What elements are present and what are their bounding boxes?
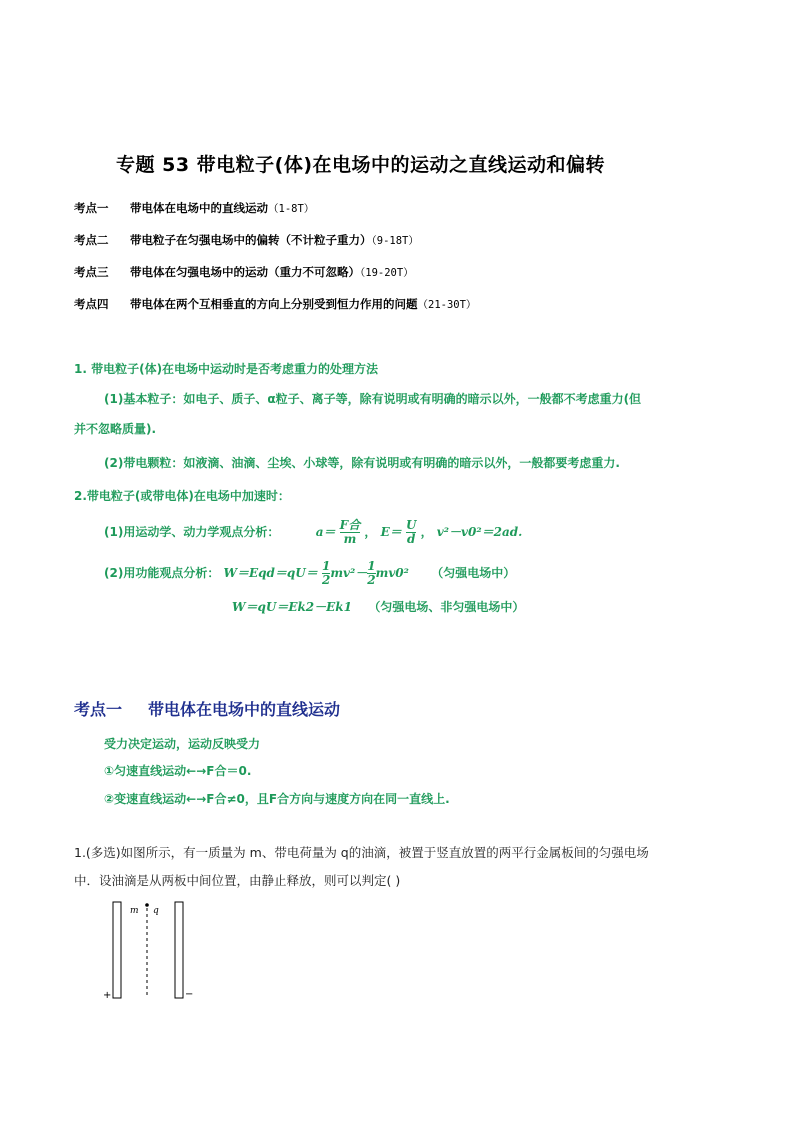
toc-item-3: [74, 264, 414, 280]
question-line-2: 中．设油滴是从两板中间位置，由静止释放，则可以判定( ): [74, 873, 401, 888]
capacitor-figure: [96, 896, 206, 1006]
toc-text: 带电体在匀强电场中的运动（重力不可忽略）: [130, 265, 360, 279]
toc-text: 带电粒子在匀强电场中的偏转（不计粒子重力）: [130, 233, 372, 247]
toc-range: （19-20T）: [360, 267, 414, 279]
section-line-1: 受力决定运动，运动反映受力: [104, 737, 261, 751]
summary-heading-1: 1. 带电粒子(体)在电场中运动时是否考虑重力的处理方法: [74, 362, 379, 376]
kinematics-label: (1)用运动学、动力学观点分析：: [104, 525, 280, 539]
toc-range: （9-18T）: [371, 235, 419, 247]
separator: ，: [364, 525, 377, 539]
fraction-numerator: 1: [321, 559, 331, 573]
toc-range: （1-8T）: [268, 203, 315, 215]
section-heading: [74, 697, 340, 720]
fraction-denominator: 2: [367, 573, 376, 587]
formula-e: E＝: [380, 525, 402, 539]
toc-item-2: [74, 232, 419, 248]
fraction-denominator: 2: [321, 573, 331, 587]
page-title: 专题 53 带电粒子(体)在电场中的运动之直线运动和偏转: [116, 154, 606, 176]
section-line-2: ①匀速直线运动←→F合＝0.: [104, 764, 252, 778]
toc-range: （21-30T）: [417, 299, 477, 311]
kinematics-line: [104, 519, 522, 546]
fraction-numerator: U: [405, 518, 417, 532]
energy-line-2: [232, 598, 524, 615]
formula-kinematic: v²－v0²＝2ad.: [436, 525, 523, 539]
section-title: 带电体在电场中的直线运动: [148, 700, 341, 719]
section-tag: 考点一: [74, 700, 123, 719]
charge-label: q: [153, 906, 159, 916]
energy-line: [104, 560, 515, 587]
toc-item-4: [74, 296, 476, 312]
toc-tag: 考点三: [74, 265, 109, 279]
energy-label: (2)用功能观点分析：: [104, 566, 220, 580]
oil-drop-dot: [145, 903, 149, 907]
energy-note-2: （匀强电场、非匀强电场中）: [368, 600, 525, 614]
fraction-numerator: F合: [339, 518, 361, 532]
mass-label: m: [130, 906, 139, 916]
plus-sign: +: [103, 990, 112, 1001]
minus-sign: −: [185, 989, 194, 1000]
fraction-u-over-d: [406, 519, 416, 546]
separator: ，: [420, 525, 433, 539]
fraction-denominator: d: [406, 532, 416, 546]
right-plate: [175, 902, 183, 998]
toc-item-1: [74, 200, 314, 216]
summary-paragraph-1b: 并不忽略质量).: [74, 422, 157, 436]
question-line-1: 1.(多选)如图所示，有一质量为 m、带电荷量为 q的油滴，被置于竖直放置的两平行金属板间的匀强电场: [74, 845, 649, 860]
left-plate: [113, 902, 121, 998]
formula-work: W＝Eqd＝qU＝: [223, 566, 318, 580]
formula-mv0: mv0²: [375, 566, 409, 580]
fraction-f-over-m: [340, 519, 361, 546]
toc-tag: 考点一: [74, 201, 109, 215]
summary-paragraph-1a: (1)基本粒子：如电子、质子、α粒子、离子等，除有说明或有明确的暗示以外，一般都不考虑重力(但: [104, 392, 642, 406]
formula-work-general: W＝qU＝Ek2－Ek1: [232, 600, 352, 614]
energy-note: （匀强电场中）: [431, 566, 516, 580]
capacitor-diagram: [96, 896, 206, 1006]
fraction-numerator: 1: [367, 559, 376, 573]
formula-a: a＝: [315, 525, 336, 539]
toc-text: 带电体在电场中的直线运动: [130, 201, 268, 215]
summary-paragraph-2: (2)带电颗粒：如液滴、油滴、尘埃、小球等，除有说明或有明确的暗示以外，一般都要考虑重力.: [104, 456, 620, 470]
toc-tag: 考点四: [74, 297, 109, 311]
section-line-3: ②变速直线运动←→F合≠0，且F合方向与速度方向在同一直线上.: [104, 792, 450, 806]
fraction-half: [367, 560, 375, 587]
toc-tag: 考点二: [74, 233, 109, 247]
formula-mv: mv²－: [330, 566, 368, 580]
summary-heading-2: 2.带电粒子(或带电体)在电场中加速时：: [74, 489, 290, 503]
toc-text: 带电体在两个互相垂直的方向上分别受到恒力作用的问题: [130, 297, 418, 311]
fraction-denominator: m: [343, 532, 357, 546]
